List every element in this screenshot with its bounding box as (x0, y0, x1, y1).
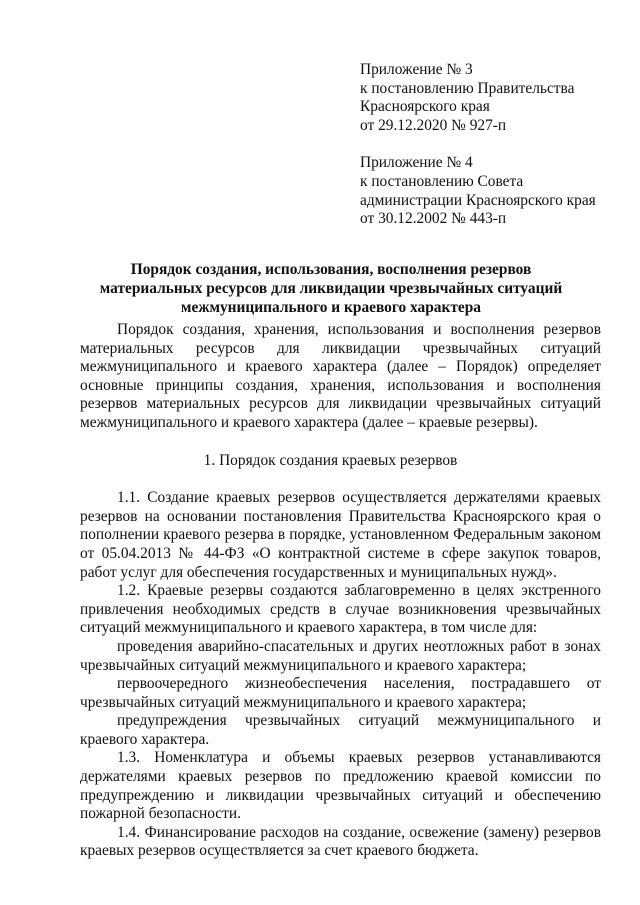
title-line-3: межмуниципального и краевого характера (181, 299, 481, 316)
paragraph-1-1: 1.1. Создание краевых резервов осуществляется держателями краевых резервов на основании постановления Правительства Красноярского края о пополнении краевого резерва в порядке, установленном Федеральным законом от 05.04.2013 № 44-ФЗ «О контрактной системе в сфере закупок товаров, работ услуг для обеспечения государственных и муниципальных нужд». (80, 489, 601, 581)
paragraph-1-2-item-b: первоочередного жизнеобеспечения населения, пострадавшего от чрезвычайных ситуаций межмуниципального и краевого характера; (80, 675, 601, 711)
section-1-heading: 1. Порядок создания краевых резервов (203, 451, 458, 469)
paragraph-1-2-item-c: предупреждения чрезвычайных ситуаций межмуниципального и краевого характера. (80, 712, 601, 748)
document-title (80, 260, 582, 317)
appendix-4-line-2: к постановлению Совета (360, 172, 524, 190)
paragraph-1-2: 1.2. Краевые резервы создаются заблаговременно в целях экстренного привлечения необходимых средств в случае возникновения чрезвычайных ситуаций межмуниципального и краевого характера, в том числе для: (80, 582, 601, 637)
appendix-3-line-2: к постановлению Правительства (360, 79, 575, 97)
paragraph-1-4: 1.4. Финансирование расходов на создание, освежение (замену) резервов краевых резервов осуществляется за счет краевого бюджета. (80, 823, 601, 860)
paragraph-1-3: 1.3. Номенклатура и объемы краевых резервов устанавливаются держателями краевых резервов по предложению краевой комиссии по предупреждению и ликвидации чрезвычайных ситуаций и обеспечению пожарной безопасности. (80, 749, 601, 823)
title-line-2: материальных ресурсов для ликвидации чрезвычайных ситуаций (99, 280, 563, 297)
appendix-block (360, 61, 630, 229)
appendix-3-line-1: Приложение № 3 (360, 61, 473, 78)
paragraph-1-2-item-a: проведения аварийно-спасательных и других неотложных работ в зонах чрезвычайных ситуаций межмуниципального и краевого характера; (80, 637, 601, 674)
title-line-1: Порядок создания, использования, восполнения резервов (130, 261, 532, 278)
intro-paragraph: Порядок создания, хранения, использования и восполнения резервов материальных ресурсов для ликвидации чрезвычайных ситуаций межмуниципального и краевого характера (далее – Порядок) определяет основные принципы создания, хранения, использования и восполнения резервов материальных ресурсов для ликвидации чрезвычайных ситуаций межмуниципального и краевого характера (далее – краевые резервы). (80, 321, 601, 431)
appendix-3-line-4: от 29.12.2020 № 927-п (360, 116, 507, 134)
appendix-4-line-1: Приложение № 4 (360, 154, 473, 172)
appendix-4-line-3: администрации Красноярского края (360, 191, 596, 209)
document-body (80, 321, 601, 861)
appendix-4-line-4: от 30.12.2002 № 443-п (360, 210, 507, 228)
appendix-3-line-3: Красноярского края (360, 98, 490, 116)
